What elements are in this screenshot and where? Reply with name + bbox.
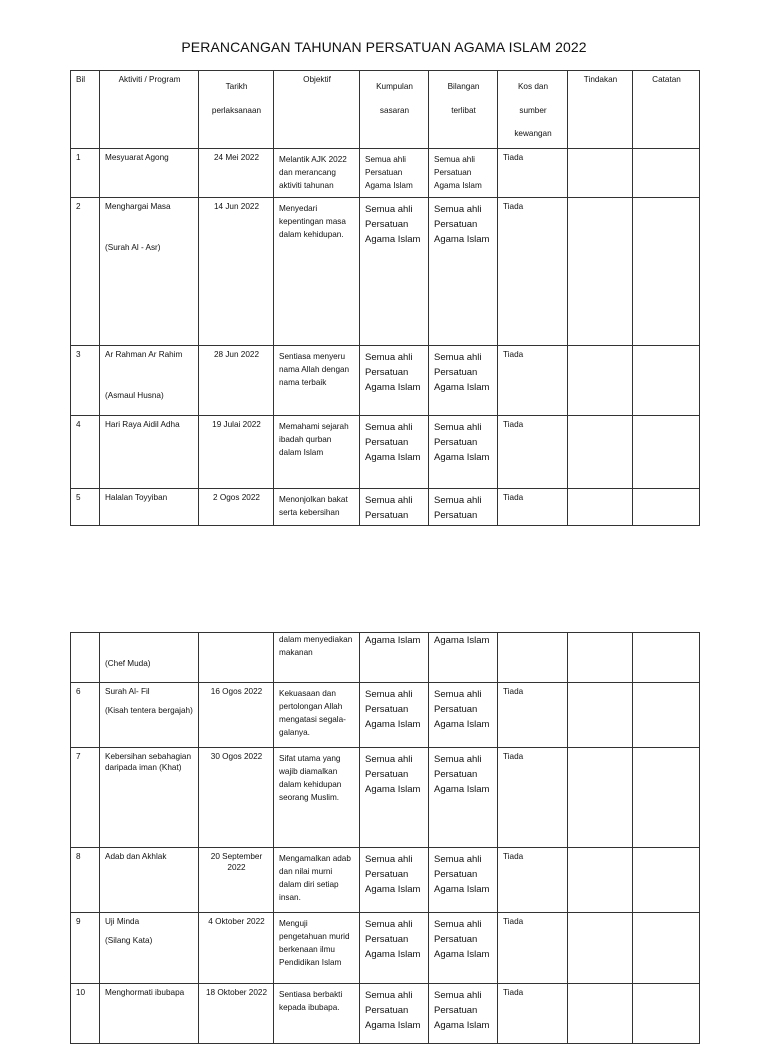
cell-objektif: Sentiasa menyeru nama Allah dengan nama terbaik (274, 345, 360, 415)
cell-catatan (633, 488, 700, 525)
cell-aktiviti: Menghargai Masa (Surah Al - Asr) (100, 197, 199, 345)
cell-objektif: dalam menyediakan makanan (274, 633, 360, 683)
cell-aktiviti: (Chef Muda) (100, 633, 199, 683)
cell-kos: Tiada (498, 415, 568, 488)
cell-objektif: Kekuasaan dan pertolongan Allah mengatasi segala-galanya. (274, 683, 360, 748)
cell-aktiviti: Uji Minda (Silang Kata) (100, 913, 199, 984)
cell-kumpulan: Semua ahli Persatuan Agama Islam (360, 848, 429, 913)
cell-aktiviti: Ar Rahman Ar Rahim (Asmaul Husna) (100, 345, 199, 415)
cell-bilangan: Semua ahli Persatuan Agama Islam (429, 984, 498, 1044)
table-row (71, 913, 700, 984)
cell-bil: 5 (71, 488, 100, 525)
cell-kos: Tiada (498, 848, 568, 913)
cell-tindakan (568, 197, 633, 345)
cell-catatan (633, 984, 700, 1044)
cell-kos: Tiada (498, 984, 568, 1044)
cell-bilangan: Semua ahli Persatuan Agama Islam (429, 345, 498, 415)
cell-bil (71, 633, 100, 683)
cell-bilangan: Semua ahli Persatuan Agama Islam (429, 913, 498, 984)
cell-tarikh: 14 Jun 2022 (199, 197, 274, 345)
cell-bil: 7 (71, 748, 100, 848)
header-tarikh: Tarikh perlaksanaan (199, 71, 274, 149)
cell-tindakan (568, 748, 633, 848)
cell-objektif: Menguji pengetahuan murid berkenaan ilmu Pendidikan Islam (274, 913, 360, 984)
cell-bil: 4 (71, 415, 100, 488)
cell-objektif: Menyedari kepentingan masa dalam kehidupan. (274, 197, 360, 345)
header-kumpulan: Kumpulan sasaran (360, 71, 429, 149)
table-row (71, 984, 700, 1044)
cell-tindakan (568, 415, 633, 488)
cell-bilangan: Semua ahli Persatuan Agama Islam (429, 415, 498, 488)
cell-bilangan: Semua ahli Persatuan (429, 488, 498, 525)
cell-catatan (633, 633, 700, 683)
cell-kumpulan: Agama Islam (360, 633, 429, 683)
cell-tarikh (199, 633, 274, 683)
document-title: PERANCANGAN TAHUNAN PERSATUAN AGAMA ISLAM 2022 (181, 39, 587, 55)
cell-catatan (633, 415, 700, 488)
cell-kumpulan: Semua ahli Persatuan Agama Islam (360, 748, 429, 848)
cell-kumpulan: Semua ahli Persatuan Agama Islam (360, 415, 429, 488)
cell-kumpulan: Semua ahli Persatuan Agama Islam (360, 913, 429, 984)
table-row (71, 683, 700, 748)
cell-aktiviti: Menghormati ibubapa (100, 984, 199, 1044)
cell-aktiviti: Hari Raya Aidil Adha (100, 415, 199, 488)
cell-kumpulan: Semua ahli Persatuan Agama Islam (360, 148, 429, 197)
cell-objektif: Memahami sejarah ibadah qurban dalam Islam (274, 415, 360, 488)
header-tindakan: Tindakan (568, 71, 633, 149)
cell-bilangan: Semua ahli Persatuan Agama Islam (429, 748, 498, 848)
header-catatan: Catatan (633, 71, 700, 149)
cell-tindakan (568, 913, 633, 984)
cell-bilangan: Semua ahli Persatuan Agama Islam (429, 148, 498, 197)
cell-bil: 1 (71, 148, 100, 197)
cell-tindakan (568, 848, 633, 913)
cell-objektif: Melantik AJK 2022 dan merancang aktiviti tahunan (274, 148, 360, 197)
cell-objektif: Sifat utama yang wajib diamalkan dalam kehidupan seorang Muslim. (274, 748, 360, 848)
cell-aktiviti: Surah Al- Fil (Kisah tentera bergajah) (100, 683, 199, 748)
cell-objektif: Sentiasa berbakti kepada ibubapa. (274, 984, 360, 1044)
plan-table-page-1 (70, 70, 700, 526)
cell-kumpulan: Semua ahli Persatuan Agama Islam (360, 345, 429, 415)
cell-bilangan: Semua ahli Persatuan Agama Islam (429, 848, 498, 913)
table-row-continuation (71, 633, 700, 683)
header-objektif: Objektif (274, 71, 360, 149)
cell-tindakan (568, 345, 633, 415)
cell-kos: Tiada (498, 748, 568, 848)
plan-table-page-2 (70, 632, 700, 1044)
cell-kumpulan: Semua ahli Persatuan Agama Islam (360, 197, 429, 345)
cell-kumpulan: Semua ahli Persatuan (360, 488, 429, 525)
cell-bil: 6 (71, 683, 100, 748)
cell-bilangan: Agama Islam (429, 633, 498, 683)
cell-tindakan (568, 488, 633, 525)
cell-kos: Tiada (498, 197, 568, 345)
cell-catatan (633, 748, 700, 848)
cell-catatan (633, 683, 700, 748)
cell-bil: 10 (71, 984, 100, 1044)
table-row (71, 415, 700, 488)
header-aktiviti: Aktiviti / Program (100, 71, 199, 149)
cell-objektif: Menonjolkan bakat serta kebersihan (274, 488, 360, 525)
cell-aktiviti: Mesyuarat Agong (100, 148, 199, 197)
cell-kos: Tiada (498, 488, 568, 525)
cell-tindakan (568, 683, 633, 748)
cell-tarikh: 30 Ogos 2022 (199, 748, 274, 848)
cell-aktiviti: Adab dan Akhlak (100, 848, 199, 913)
cell-tarikh: 18 Oktober 2022 (199, 984, 274, 1044)
cell-kumpulan: Semua ahli Persatuan Agama Islam (360, 984, 429, 1044)
cell-tindakan (568, 148, 633, 197)
table-row (71, 848, 700, 913)
cell-kos: Tiada (498, 148, 568, 197)
header-bil: Bil (71, 71, 100, 149)
cell-tarikh: 4 Oktober 2022 (199, 913, 274, 984)
table-row (71, 748, 700, 848)
header-kos: Kos dan sumber kewangan (498, 71, 568, 149)
cell-objektif: Mengamalkan adab dan nilai murni dalam diri setiap insan. (274, 848, 360, 913)
cell-bil: 8 (71, 848, 100, 913)
cell-catatan (633, 913, 700, 984)
cell-bilangan: Semua ahli Persatuan Agama Islam (429, 197, 498, 345)
table-row (71, 345, 700, 415)
cell-kumpulan: Semua ahli Persatuan Agama Islam (360, 683, 429, 748)
cell-kos: Tiada (498, 913, 568, 984)
cell-bil: 3 (71, 345, 100, 415)
table-row (71, 488, 700, 525)
cell-aktiviti: Kebersihan sebahagian daripada iman (Khat) (100, 748, 199, 848)
cell-tindakan (568, 984, 633, 1044)
table-row (71, 148, 700, 197)
cell-tarikh: 16 Ogos 2022 (199, 683, 274, 748)
cell-tarikh: 20 September 2022 (199, 848, 274, 913)
table-row (71, 197, 700, 345)
cell-tarikh: 24 Mei 2022 (199, 148, 274, 197)
cell-catatan (633, 345, 700, 415)
cell-kos: Tiada (498, 345, 568, 415)
cell-tindakan (568, 633, 633, 683)
header-bilangan: Bilangan terlibat (429, 71, 498, 149)
cell-catatan (633, 848, 700, 913)
cell-bilangan: Semua ahli Persatuan Agama Islam (429, 683, 498, 748)
cell-tarikh: 19 Julai 2022 (199, 415, 274, 488)
cell-tarikh: 28 Jun 2022 (199, 345, 274, 415)
cell-kos: Tiada (498, 683, 568, 748)
cell-catatan (633, 197, 700, 345)
cell-tarikh: 2 Ogos 2022 (199, 488, 274, 525)
cell-catatan (633, 148, 700, 197)
table-header-row (71, 71, 700, 149)
cell-aktiviti: Halalan Toyyiban (100, 488, 199, 525)
cell-kos (498, 633, 568, 683)
cell-bil: 9 (71, 913, 100, 984)
cell-bil: 2 (71, 197, 100, 345)
